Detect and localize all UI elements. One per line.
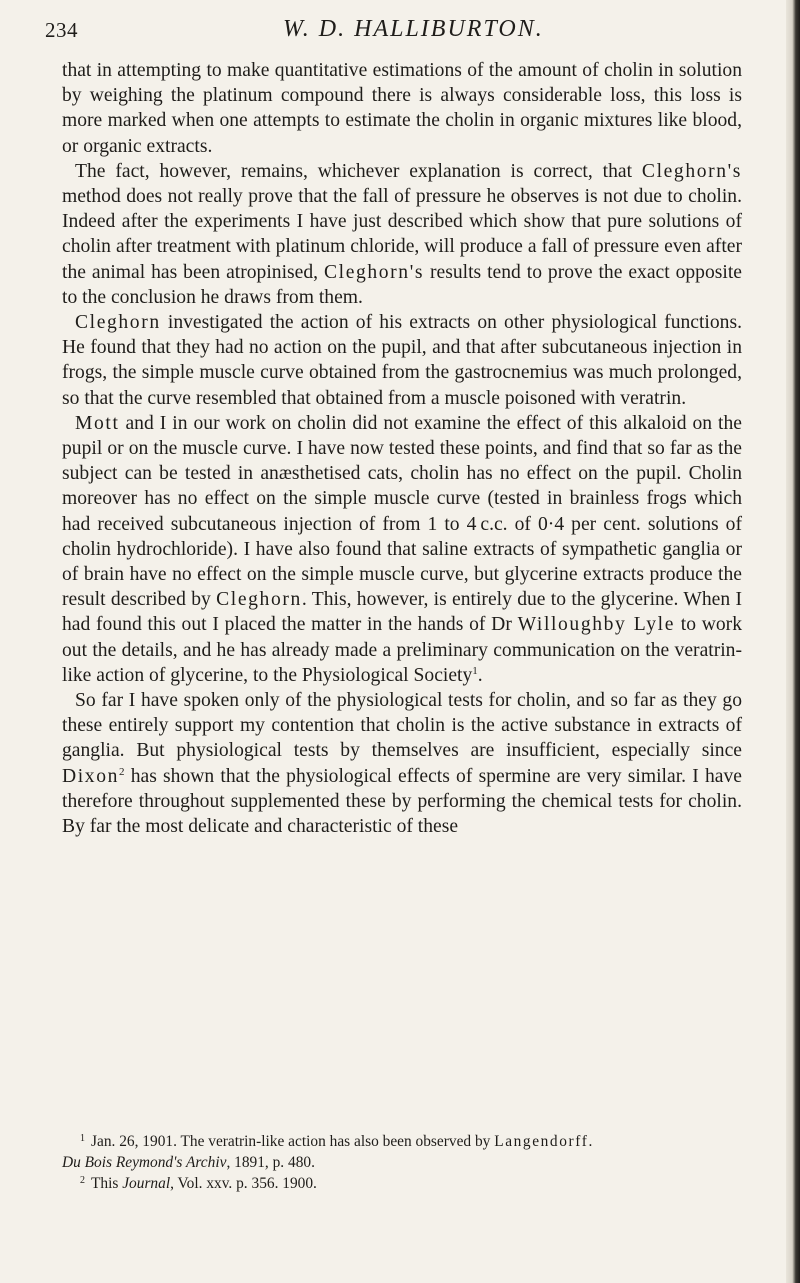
- footnote-text: .: [588, 1133, 593, 1150]
- paragraph-text: has shown that the physiological effects of spermine are very similar. I have therefore throughout supplemented these by performing the chemical tests for cholin. By far the most delicate and characteristic of these: [62, 765, 742, 838]
- paragraph-text: The fact, however, remains, whichever explanation is correct, that: [75, 160, 642, 182]
- article-body: [62, 58, 742, 839]
- author-name: Cleghorn's: [641, 160, 742, 182]
- footnote-text: , 1891, p. 480.: [226, 1154, 315, 1171]
- footnote-ref[interactable]: 1: [472, 664, 478, 677]
- paragraph-text: to work out the details, and he has already made a preliminary communication on the veratrin-like action of glycerine, to the Physiological Society: [62, 614, 743, 686]
- page-binding-edge: [786, 0, 800, 1283]
- footnotes: [62, 1131, 742, 1194]
- paragraph-text: .: [477, 664, 483, 686]
- journal-title: Du Bois Reymond's Archiv: [62, 1154, 227, 1171]
- running-head: W. D. HALLIBURTON.: [283, 16, 544, 42]
- footnote-mark: 2: [80, 1175, 85, 1186]
- paragraph-2: [62, 159, 742, 310]
- paragraph-text: investigated the action of his extracts on other physiological functions. He found that they had no action on the pupil, and that after subcutaneous injection in frogs, the simple muscle curve obtained from the gastrocnemius was much prolonged, so that the curve resembled that obtained from a muscle poisoned with veratrin.: [62, 312, 742, 409]
- paragraph-text: results tend to prove the exact opposite to the conclusion he draws from them.: [62, 261, 742, 308]
- author-name: Mott: [75, 412, 120, 434]
- paragraph-text: that in attempting to make quantitative estimations of the amount of cholin in solution by weighing the platinum compound there is always considerable loss, this loss is more marked when one attempts to estimate the cholin in organic mixtures like blood, or organic extracts.: [62, 60, 742, 157]
- author-name: Cleghorn: [216, 589, 302, 611]
- author-name: Willoughby Lyle: [517, 614, 675, 636]
- author-name: Cleghorn: [75, 312, 161, 334]
- paragraph-text: So far I have spoken only of the physiological tests for cholin, and so far as they go these entirely support my contention that cholin is the active substance in extracts of ganglia. But physiological tests by themselves are insufficient, especially since: [62, 690, 742, 762]
- page-header: [45, 16, 725, 52]
- footnote-ref[interactable]: 2: [118, 765, 125, 778]
- footnote-text: This: [91, 1175, 123, 1192]
- footnote-text: Jan. 26, 1901. The veratrin-like action has also been observed by: [91, 1133, 495, 1150]
- footnote-2: [62, 1173, 742, 1194]
- paragraph-5: [62, 688, 742, 839]
- author-name: Dixon: [62, 765, 119, 787]
- paragraph-text: method does not really prove that the fall of pressure he observes is not due to cholin. Indeed after the experiments I have just described which show that pure solutions of cholin after treatment with platinum chloride, will produce a fall of pressure even after the animal has been atropinised,: [62, 186, 742, 283]
- author-name: Langendorff: [494, 1133, 589, 1150]
- paragraph-text: and I in our work on cholin did not examine the effect of this alkaloid on the pupil or on the muscle curve. I have now tested these points, and find that so far as the subject can be tested in anæsthetised cats, cholin has no effect on the pupil. Cholin moreover has no effect on the simple muscle curve (tested in brainless frogs which had received subcutaneous injection of from 1 to 4 c.c. of 0·4 per cent. solutions of cholin hydrochloride). I have also found that saline extracts of sympathetic ganglia or of brain have no effect on the simple muscle curve, but glycerine extracts produce the result described by: [62, 412, 742, 611]
- footnote-1: [62, 1131, 742, 1173]
- footnote-mark: 1: [80, 1133, 85, 1144]
- author-name: Cleghorn's: [323, 261, 425, 283]
- paragraph-1: [62, 58, 742, 159]
- paragraph-4: [62, 411, 742, 688]
- footnote-text: , Vol. xxv. p. 356. 1900.: [170, 1175, 317, 1192]
- paragraph-text: . This, however, is entirely due to the glycerine. When I had found this out I placed the matter in the hands of Dr: [62, 589, 742, 636]
- journal-title: Journal: [122, 1175, 171, 1192]
- paragraph-3: [62, 310, 742, 411]
- page-number: 234: [45, 18, 78, 42]
